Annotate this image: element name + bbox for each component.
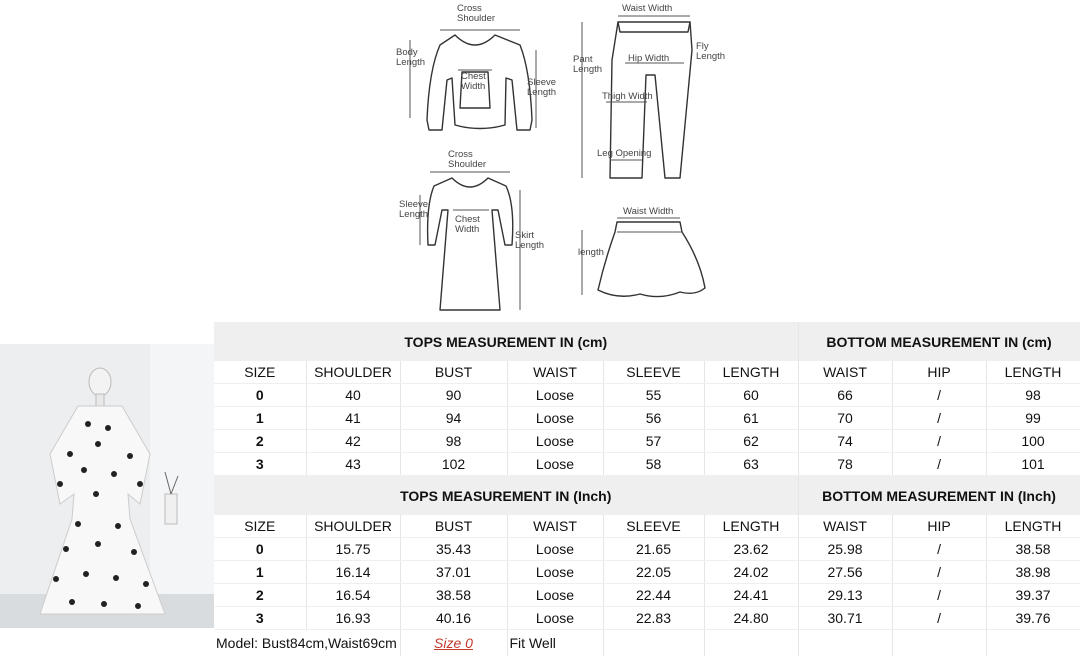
column-header: WAIST <box>798 361 892 384</box>
table-cell: 74 <box>798 430 892 453</box>
table-cell: 37.01 <box>400 561 507 584</box>
sweater-diagram <box>396 3 556 130</box>
table-cell: 22.83 <box>603 607 704 630</box>
table-cell: 101 <box>986 453 1080 476</box>
table-row <box>214 407 1080 430</box>
table-cell: Loose <box>507 407 603 430</box>
skirt-diagram <box>578 206 705 297</box>
pants-hip-width-label: Hip Width <box>628 53 669 64</box>
table-cell: 2 <box>214 430 306 453</box>
table-cell: 62 <box>704 430 798 453</box>
sweater-cross-shoulder-label: Cross Shoulder <box>457 3 495 24</box>
column-header: LENGTH <box>704 515 798 538</box>
table-cell: 94 <box>400 407 507 430</box>
table-cell: 39.76 <box>986 607 1080 630</box>
table-cell: 24.02 <box>704 561 798 584</box>
pants-waist-width-label: Waist Width <box>622 3 672 14</box>
table-row <box>214 538 1080 561</box>
tops-title: TOPS MEASUREMENT IN (cm) <box>214 322 798 361</box>
table-cell: 43 <box>306 453 400 476</box>
table-cell: 39.37 <box>986 584 1080 607</box>
column-header: WAIST <box>507 515 603 538</box>
column-header: BUST <box>400 361 507 384</box>
bottom-title: BOTTOM MEASUREMENT IN (Inch) <box>798 476 1080 516</box>
column-header: LENGTH <box>986 361 1080 384</box>
table-cell: 38.58 <box>400 584 507 607</box>
table-cell: 70 <box>798 407 892 430</box>
column-header: LENGTH <box>704 361 798 384</box>
table-cell: 56 <box>603 407 704 430</box>
model-size: Size 0 <box>400 630 507 656</box>
dress-chest-width-label: Chest Width <box>455 214 480 235</box>
column-header: WAIST <box>507 361 603 384</box>
table-cell: 61 <box>704 407 798 430</box>
table-cell: 29.13 <box>798 584 892 607</box>
pants-thigh-width-label: Thigh Width <box>602 91 653 102</box>
column-header: SLEEVE <box>603 361 704 384</box>
table-cell: 98 <box>986 384 1080 407</box>
table-cell: 63 <box>704 453 798 476</box>
table-cell: 57 <box>603 430 704 453</box>
table-cell: 16.54 <box>306 584 400 607</box>
table-cell: 25.98 <box>798 538 892 561</box>
table-cell: 22.05 <box>603 561 704 584</box>
table-cell: 0 <box>214 384 306 407</box>
table-cell: 78 <box>798 453 892 476</box>
table-cell: 42 <box>306 430 400 453</box>
table-cell: 38.98 <box>986 561 1080 584</box>
column-header: BUST <box>400 515 507 538</box>
table-cell: / <box>892 561 986 584</box>
table-row <box>214 430 1080 453</box>
cm_table-header-row <box>214 361 1080 384</box>
table-cell: 27.56 <box>798 561 892 584</box>
table-cell: 102 <box>400 453 507 476</box>
table-row <box>214 561 1080 584</box>
table-row <box>214 384 1080 407</box>
footer-row <box>214 630 1080 656</box>
table-cell: Loose <box>507 561 603 584</box>
table-cell: 21.65 <box>603 538 704 561</box>
size-chart <box>214 322 1080 648</box>
polka-dot-dress-illustration <box>0 344 214 628</box>
sweater-body-length-label: Body Length <box>396 47 425 68</box>
table-cell: Loose <box>507 538 603 561</box>
table-cell: 0 <box>214 538 306 561</box>
table-cell: Loose <box>507 584 603 607</box>
table-row <box>214 453 1080 476</box>
tops-title: TOPS MEASUREMENT IN (Inch) <box>214 476 798 516</box>
table-cell: 38.58 <box>986 538 1080 561</box>
table-cell: 90 <box>400 384 507 407</box>
size-table <box>214 322 1080 656</box>
cm_table-title-row <box>214 322 1080 361</box>
table-cell: 23.62 <box>704 538 798 561</box>
table-cell: 58 <box>603 453 704 476</box>
table-cell: Loose <box>507 607 603 630</box>
table-cell: / <box>892 538 986 561</box>
model-measurements: Model: Bust84cm,Waist69cm <box>214 630 400 656</box>
table-row <box>214 584 1080 607</box>
table-cell: 40 <box>306 384 400 407</box>
table-cell: 40.16 <box>400 607 507 630</box>
measurement-diagrams <box>0 0 1080 322</box>
table-cell: 3 <box>214 607 306 630</box>
bottom-title: BOTTOM MEASUREMENT IN (cm) <box>798 322 1080 361</box>
column-header: LENGTH <box>986 515 1080 538</box>
sweater-chest-width-label: Chest Width <box>461 71 486 92</box>
column-header: SHOULDER <box>306 361 400 384</box>
table-cell: 98 <box>400 430 507 453</box>
garment-diagram-svg <box>0 0 1080 322</box>
column-header: SIZE <box>214 361 306 384</box>
table-cell: 3 <box>214 453 306 476</box>
table-cell: 35.43 <box>400 538 507 561</box>
table-cell: 2 <box>214 584 306 607</box>
product-photo <box>0 344 214 628</box>
fit-note: Fit Well <box>507 630 603 656</box>
table-cell: 24.41 <box>704 584 798 607</box>
pants-leg-opening-label: Leg Opening <box>597 148 651 159</box>
dress-sleeve-length-label: Sleeve Length <box>399 199 428 220</box>
table-cell: Loose <box>507 453 603 476</box>
table-cell: / <box>892 453 986 476</box>
table-cell: 15.75 <box>306 538 400 561</box>
dress-diagram <box>399 149 544 310</box>
column-header: SLEEVE <box>603 515 704 538</box>
dress-cross-shoulder-label: Cross Shoulder <box>448 149 486 170</box>
column-header: HIP <box>892 361 986 384</box>
column-header: SHOULDER <box>306 515 400 538</box>
table-cell: / <box>892 384 986 407</box>
column-header: SIZE <box>214 515 306 538</box>
inch_table-title-row <box>214 476 1080 516</box>
table-cell: 22.44 <box>603 584 704 607</box>
table-cell: / <box>892 584 986 607</box>
table-cell: 30.71 <box>798 607 892 630</box>
pants-fly-length-label: Fly Length <box>696 41 725 62</box>
table-cell: 55 <box>603 384 704 407</box>
inch_table-header-row <box>214 515 1080 538</box>
skirt-length-label: length <box>578 247 604 258</box>
dress-skirt-length-label: Skirt Length <box>515 230 544 251</box>
table-cell: 16.93 <box>306 607 400 630</box>
pants-diagram <box>573 3 725 178</box>
sweater-sleeve-length-label: Sleeve Length <box>527 77 556 98</box>
table-cell: 99 <box>986 407 1080 430</box>
table-cell: 16.14 <box>306 561 400 584</box>
table-cell: / <box>892 607 986 630</box>
table-cell: 1 <box>214 561 306 584</box>
pants-pant-length-label: Pant Length <box>573 54 602 75</box>
table-cell: 24.80 <box>704 607 798 630</box>
column-header: HIP <box>892 515 986 538</box>
table-cell: Loose <box>507 430 603 453</box>
table-row <box>214 607 1080 630</box>
table-cell: / <box>892 430 986 453</box>
table-cell: Loose <box>507 384 603 407</box>
table-cell: / <box>892 407 986 430</box>
table-cell: 60 <box>704 384 798 407</box>
table-cell: 1 <box>214 407 306 430</box>
column-header: WAIST <box>798 515 892 538</box>
skirt-waist-width-label: Waist Width <box>623 206 673 217</box>
table-cell: 41 <box>306 407 400 430</box>
table-cell: 100 <box>986 430 1080 453</box>
table-cell: 66 <box>798 384 892 407</box>
